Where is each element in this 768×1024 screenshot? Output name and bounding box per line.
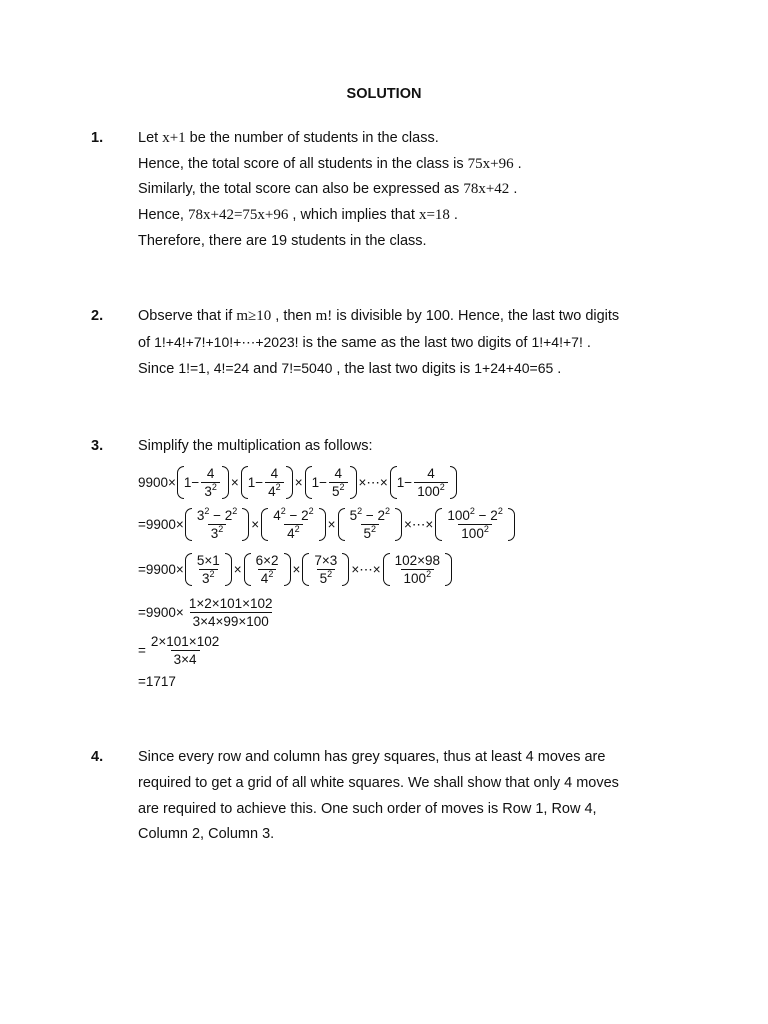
q4-line-3: are required to achieve this. One such order of moves is Row 1, Row 4, bbox=[138, 801, 597, 817]
q1-line-5: Therefore, there are 19 students in the class. bbox=[138, 233, 427, 249]
q3-math-row-4: =9900× $\frac{1\times 2\times 101\times 102}{3\times 4\times 99\times 100}$ bbox=[138, 596, 273, 629]
q2-line-1: Observe that if m≥10 , then m! is divisible by 100. Hence, the last two digits bbox=[138, 308, 620, 324]
q1-equation: 78x+42=75x+96 bbox=[187, 207, 289, 223]
q1-expr-78x-42: 78x+42 bbox=[463, 181, 510, 197]
q3-math-row-5: = $\frac{2\times 101\times 102}{3\times 4}$ bbox=[138, 634, 220, 667]
q1-line-1: Let x+1 be the number of students in the class. bbox=[138, 130, 439, 146]
question-3-number: 3. bbox=[91, 438, 104, 454]
paren-group: 1− $\frac{4}{5^2}$ bbox=[305, 466, 357, 499]
q2-line-2: of 1!+4!+7!+10!+⋯+2023! is the same as the last two digits of 1!+4!+7! . bbox=[138, 334, 591, 351]
q3-math-row-3: =9900× $\frac{5\times 1}{3^2}$ × $\frac{6\times 2}{4^2}$ × $\frac{7\times 3}{5^2}$ ×⋯× $\frac{102\times 98}{100^2}$ bbox=[138, 553, 453, 586]
paren-group: $\frac{100^2 - 2^2}{100^2}$ bbox=[435, 508, 515, 541]
paren-group: $\frac{102\times 98}{100^2}$ bbox=[383, 553, 452, 586]
q4-line-2: required to get a grid of all white squares. We shall show that only 4 moves bbox=[138, 775, 619, 791]
paren-group: $\frac{4^2 - 2^2}{4^2}$ bbox=[261, 508, 325, 541]
paren-group: 1− $\frac{4}{100^2}$ bbox=[390, 466, 457, 499]
q4-line-1: Since every row and column has grey squares, thus at least 4 moves are bbox=[138, 749, 606, 765]
paren-group: $\frac{5\times 1}{3^2}$ bbox=[185, 553, 232, 586]
q3-final-answer: =1717 bbox=[138, 674, 176, 689]
paren-group: 1− $\frac{4}{4^2}$ bbox=[241, 466, 293, 499]
page-title: SOLUTION bbox=[346, 86, 422, 102]
paren-group: $\frac{5^2 - 2^2}{5^2}$ bbox=[338, 508, 402, 541]
question-4-number: 4. bbox=[91, 749, 104, 765]
q1-line-4: Hence, 78x+42=75x+96 , which implies that x=18 . bbox=[138, 207, 458, 223]
q1-result: x=18 bbox=[418, 207, 450, 223]
q1-line-2: Hence, the total score of all students in the class is 75x+96 . bbox=[138, 156, 522, 172]
q3-intro: Simplify the multiplication as follows: bbox=[138, 438, 373, 454]
paren-group: $\frac{7\times 3}{5^2}$ bbox=[302, 553, 349, 586]
paren-group: $\frac{3^2 - 2^2}{3^2}$ bbox=[185, 508, 249, 541]
q4-line-4: Column 2, Column 3. bbox=[138, 826, 275, 842]
paren-group: 1− $\frac{4}{3^2}$ bbox=[177, 466, 229, 499]
paren-group: $\frac{6\times 2}{4^2}$ bbox=[244, 553, 291, 586]
q3-math-row-1: 9900× 1− $\frac{4}{3^2}$ × 1− $\frac{4}{4^2}$ × 1− $\frac{4}{5^2}$ ×⋯× 1− $\frac{4}{100^2}$ bbox=[138, 466, 458, 499]
q1-line-3: Similarly, the total score can also be expressed as 78x+42 . bbox=[138, 181, 518, 197]
q2-line-3: Since 1!=1, 4!=24 and 7!=5040 , the last two digits is 1+24+40=65 . bbox=[138, 360, 562, 377]
question-2-number: 2. bbox=[91, 308, 104, 324]
q1-expr-x-plus-1: x+1 bbox=[162, 130, 186, 146]
question-1-number: 1. bbox=[91, 130, 104, 146]
q1-expr-75x-96: 75x+96 bbox=[467, 156, 514, 172]
q3-math-row-2: =9900× $\frac{3^2 - 2^2}{3^2}$ × $\frac{4^2 - 2^2}{4^2}$ × $\frac{5^2 - 2^2}{5^2}$ ×⋯× $\frac{100^2 - 2^2}{100^2}$ bbox=[138, 508, 516, 541]
